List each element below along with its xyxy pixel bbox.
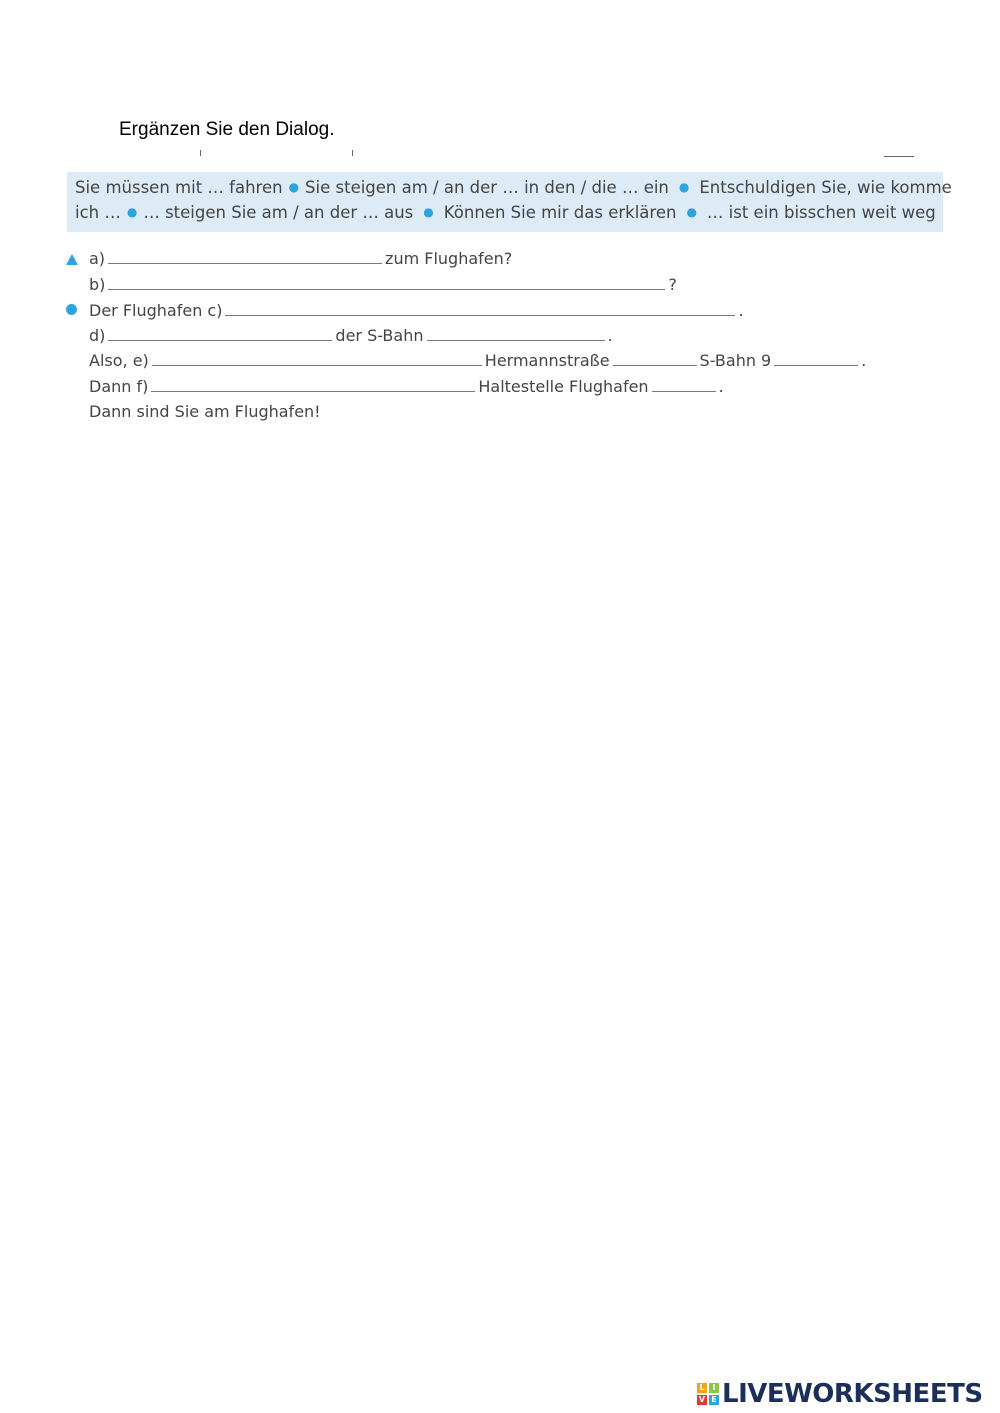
phrase: … steigen Sie am / an der … aus bbox=[143, 203, 414, 222]
dialog-line-final: Dann sind Sie am Flughafen! bbox=[89, 402, 321, 421]
item-label: d) bbox=[89, 326, 106, 345]
dialog-line-b: b) ? bbox=[89, 275, 677, 294]
logo-text: LIVEWORKSHEETS bbox=[722, 1379, 983, 1409]
blank-b[interactable] bbox=[108, 275, 665, 290]
blank-f2[interactable] bbox=[652, 377, 716, 392]
blank-d1[interactable] bbox=[108, 326, 332, 341]
phrase: Entschuldigen Sie, wie komme bbox=[699, 178, 952, 197]
bullet-icon: ● bbox=[686, 205, 697, 219]
dialog-line-c: Der Flughafen c) . bbox=[89, 301, 744, 320]
bullet-icon: ● bbox=[678, 180, 690, 194]
blank-c[interactable] bbox=[225, 301, 735, 316]
dialog-line-e: Also, e) Hermannstraße S-Bahn 9 . bbox=[89, 351, 867, 370]
blank-f1[interactable] bbox=[151, 377, 475, 392]
dialog-line-a: a) zum Flughafen? bbox=[89, 249, 513, 268]
blank-a[interactable] bbox=[108, 249, 382, 264]
phrase: Sie steigen am / an der … in den / die … ein bbox=[305, 178, 669, 197]
blank-e2[interactable] bbox=[613, 351, 697, 366]
phrase: Können Sie mir das erklären bbox=[443, 203, 677, 222]
dialog-line-f: Dann f) Haltestelle Flughafen . bbox=[89, 377, 724, 396]
liveworksheets-logo bbox=[697, 1378, 983, 1410]
blank-e1[interactable] bbox=[152, 351, 482, 366]
instruction-heading: Ergänzen Sie den Dialog. bbox=[119, 119, 335, 140]
bullet-icon: ● bbox=[423, 205, 434, 219]
blank-e3[interactable] bbox=[774, 351, 858, 366]
phrase: … ist ein bisschen weit weg bbox=[706, 203, 936, 222]
dialog-line-d: d) der S-Bahn . bbox=[89, 326, 613, 345]
phrase: Sie müssen mit … fahren bbox=[75, 178, 283, 197]
phrase: ich … bbox=[75, 203, 121, 222]
logo-icon: L I V E bbox=[697, 1383, 719, 1405]
item-label: a) bbox=[89, 249, 106, 268]
blank-d2[interactable] bbox=[427, 326, 605, 341]
item-label: b) bbox=[89, 275, 106, 294]
bullet-icon: ● bbox=[126, 205, 138, 219]
bullet-icon: ● bbox=[288, 180, 300, 194]
